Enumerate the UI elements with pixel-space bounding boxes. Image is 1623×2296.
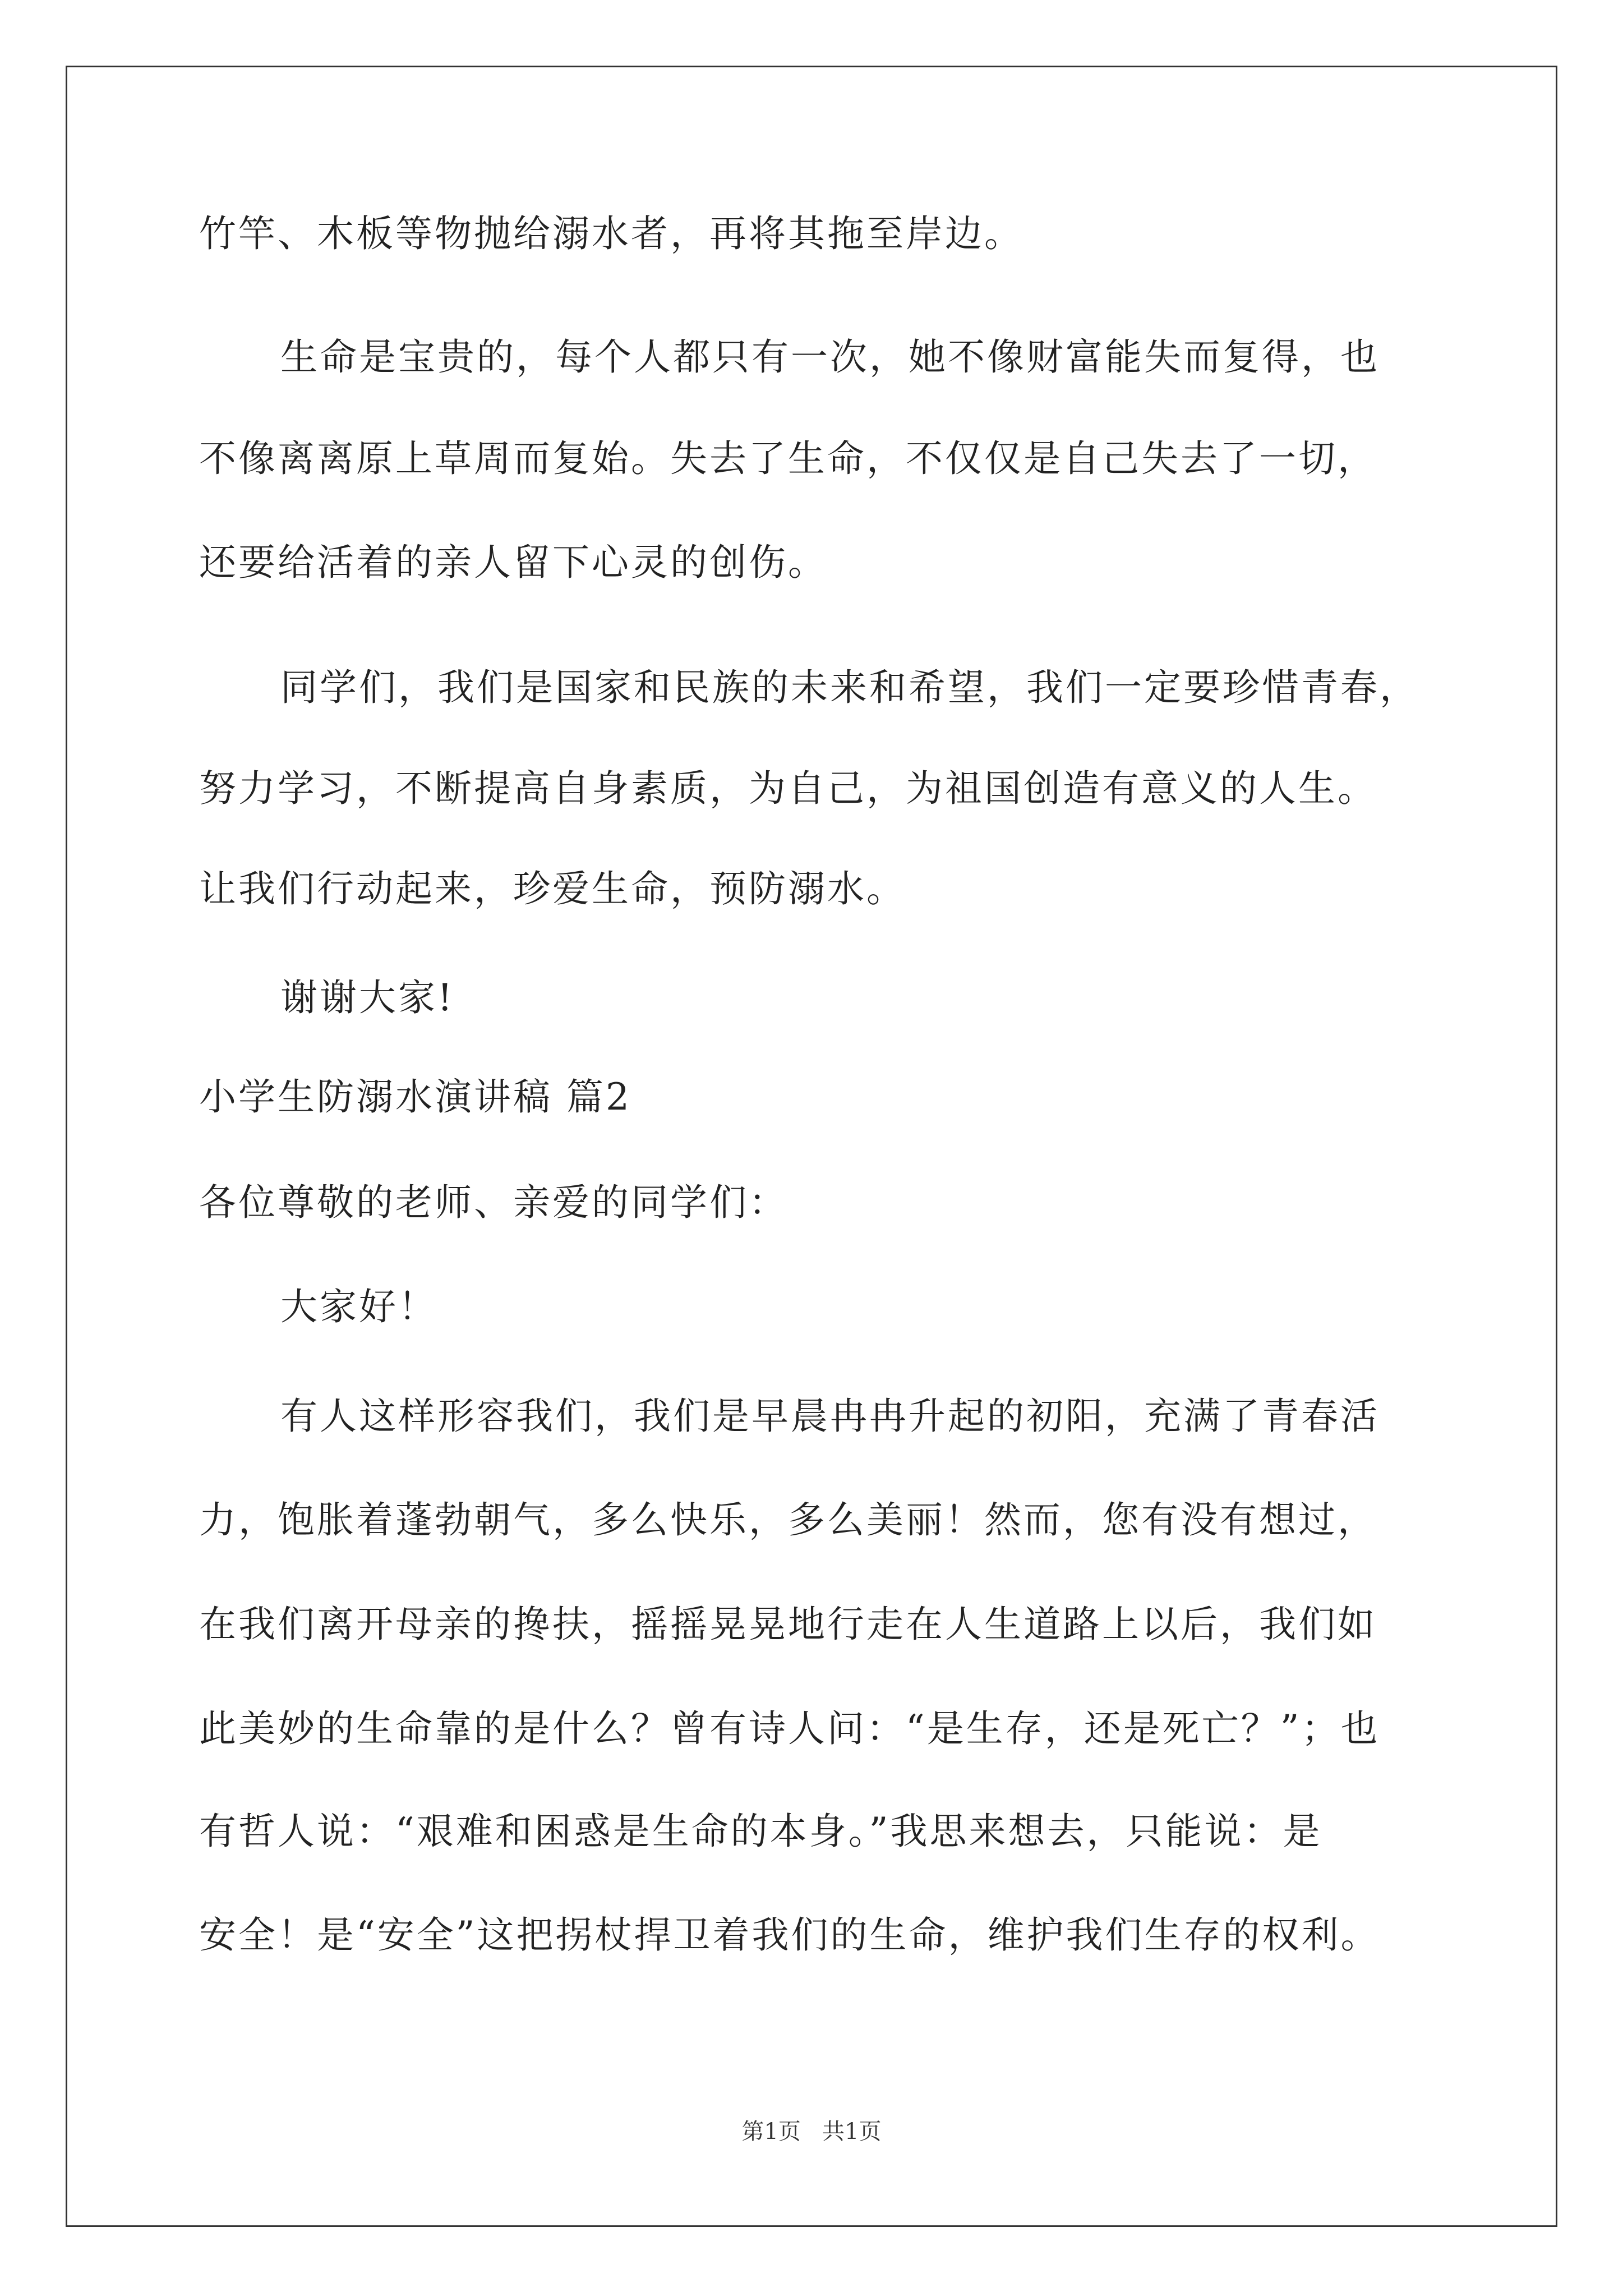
- section-heading: 小学生防溺水演讲稿 篇2: [199, 1075, 631, 1119]
- text-line: 不像离离原上草周而复始。失去了生命，不仅仅是自己失去了一切，: [199, 437, 1377, 480]
- paragraph-line: 生命是宝贵的，每个人都只有一次，她不像财富能失而复得，也: [280, 335, 1380, 379]
- closing-line: 谢谢大家!: [280, 976, 455, 1019]
- text-line: 有哲人说：“艰难和困惑是生命的本身。”我思来想去，只能说：是: [199, 1810, 1322, 1853]
- paragraph-line: 同学们，我们是国家和民族的未来和希望，我们一定要珍惜青春，: [280, 666, 1419, 709]
- page-number-footer: 第1页 共1页: [741, 2119, 882, 2145]
- text-line: 努力学习，不断提高自身素质，为自己，为祖国创造有意义的人生。: [199, 767, 1377, 810]
- text-line: 让我们行动起来，珍爱生命，预防溺水。: [199, 867, 906, 910]
- page-border: [66, 66, 1557, 2227]
- text-line: 竹竿、木板等物抛给溺水者，再将其拖至岸边。: [199, 212, 1023, 255]
- greeting: 大家好！: [280, 1285, 437, 1328]
- salutation: 各位尊敬的老师、亲爱的同学们：: [199, 1181, 788, 1224]
- text-line: 力，饱胀着蓬勃朝气，多么快乐，多么美丽！然而，您有没有想过，: [199, 1498, 1377, 1542]
- text-line: 此美妙的生命靠的是什么？曾有诗人问：“是生存，还是死亡？”；也: [199, 1707, 1380, 1750]
- text-line: 还要给活着的亲人留下心灵的创伤。: [199, 541, 827, 584]
- paragraph-line: 有人这样形容我们，我们是早晨冉冉升起的初阳，充满了青春活: [280, 1395, 1380, 1438]
- text-line: 安全！是“安全”这把拐杖捍卫着我们的生命，维护我们生存的权利。: [199, 1913, 1380, 1957]
- text-line: 在我们离开母亲的搀扶，摇摇晃晃地行走在人生道路上以后，我们如: [199, 1603, 1377, 1646]
